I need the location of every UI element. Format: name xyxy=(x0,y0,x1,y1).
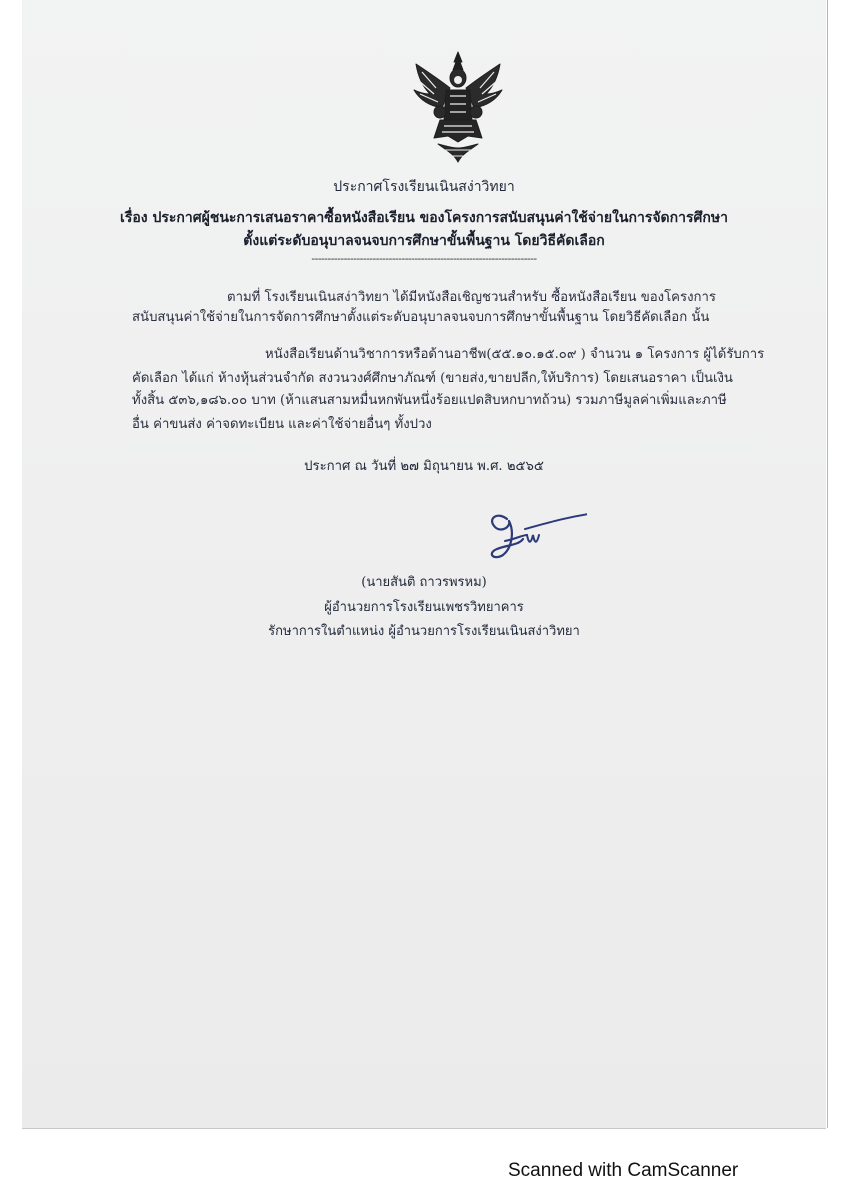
subject-line-2: ตั้งแต่ระดับอนุบาลจนจบการศึกษาขั้นพื้นฐาน โดยวิธีคัดเลือก xyxy=(243,233,605,249)
garuda-emblem-icon xyxy=(410,50,506,168)
signatory-position: ผู้อำนวยการโรงเรียนเพชรวิทยาคาร xyxy=(324,600,524,615)
paragraph-2-line-1: หนังสือเรียนด้านวิชาการหรือด้านอาชีพ(๕๕.๑๐.๑๕.๐๙ ) จำนวน ๑ โครงการ ผู้ได้รับการ xyxy=(265,347,765,362)
scan-edge-line xyxy=(827,0,828,1128)
document-page xyxy=(22,0,826,1129)
signatory-name: (นายสันติ ถาวรพรหม) xyxy=(361,575,487,590)
paragraph-1-line-2: สนับสนุนค่าใช้จ่ายในการจัดการศึกษาตั้งแต่ระดับอนุบาลจนจบการศึกษาขั้นพื้นฐาน โดยวิธีคัดเลือก นั้น xyxy=(132,310,710,325)
subject-line-1: เรื่อง ประกาศผู้ชนะการเสนอราคาซื้อหนังสือเรียน ของโครงการสนับสนุนค่าใช้จ่ายในการจัดการศึกษา xyxy=(120,210,728,226)
announcement-title: ประกาศโรงเรียนเนินสง่าวิทยา xyxy=(333,179,515,195)
scan-right-margin xyxy=(825,0,848,1128)
separator-line: ---------------------------------------------------------------------- xyxy=(311,252,537,265)
paragraph-1-line-1: ตามที่ โรงเรียนเนินสง่าวิทยา ได้มีหนังสือเชิญชวนสำหรับ ซื้อหนังสือเรียน ของโครงการ xyxy=(227,290,716,305)
scan-left-margin xyxy=(0,0,23,1128)
paragraph-2-line-3: ทั้งสิ้น ๕๓๖,๑๘๖.๐๐ บาท (ห้าแสนสามหมื่นหกพันหนึ่งร้อยแปดสิบหกบาทถ้วน) รวมภาษีมูลค่าเพิ่มและภาษี xyxy=(132,393,727,408)
signatory-acting-position: รักษาการในตำแหน่ง ผู้อำนวยการโรงเรียนเนินสง่าวิทยา xyxy=(268,624,580,639)
paragraph-2-line-2: คัดเลือก ได้แก่ ห้างหุ้นส่วนจำกัด สงวนวงศ์ศึกษาภัณฑ์ (ขายส่ง,ขายปลีก,ให้บริการ) โดยเสนอราคา เป็นเงิน xyxy=(132,371,733,386)
announcement-date: ประกาศ ณ วันที่ ๒๗ มิถุนายน พ.ศ. ๒๕๖๕ xyxy=(304,459,544,474)
scanner-watermark: Scanned with CamScanner xyxy=(508,1160,739,1181)
handwritten-signature-icon xyxy=(467,505,587,563)
paragraph-2-line-4: อื่น ค่าขนส่ง ค่าจดทะเบียน และค่าใช้จ่ายอื่นๆ ทั้งปวง xyxy=(132,417,432,432)
